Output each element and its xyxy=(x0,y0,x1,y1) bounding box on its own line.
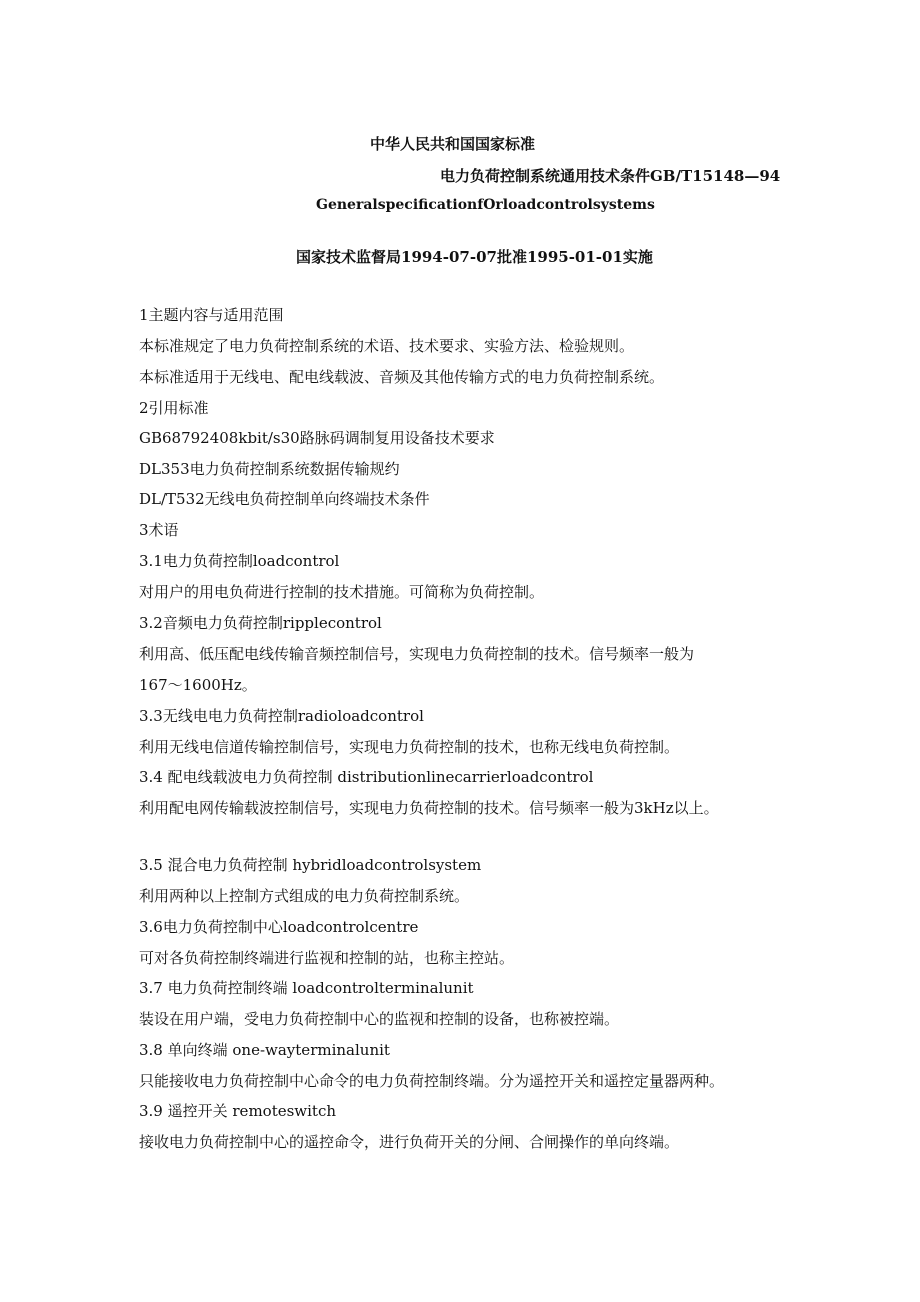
term-heading: 3.8 单向终端 one-wayterminalunit xyxy=(139,1041,390,1059)
term-heading: 3.9 遥控开关 remoteswitch xyxy=(139,1102,337,1120)
paragraph-line: 本标准规定了电力负荷控制系统的术语、技术要求、实验方法、检验规则。 xyxy=(139,337,635,355)
standard-label: 中华人民共和国国家标准 xyxy=(370,135,536,153)
term-heading: 3.3无线电电力负荷控制radioloadcontrol xyxy=(139,707,424,725)
term-definition: 接收电力负荷控制中心的遥控命令，进行负荷开关的分闸、合闸操作的单向终端。 xyxy=(139,1133,680,1151)
issue-info: 国家技术监督局1994-07-07批准1995-01-01实施 xyxy=(296,248,653,266)
term-definition: 167～1600Hz。 xyxy=(139,676,257,694)
term-definition: 对用户的用电负荷进行控制的技术措施。可简称为负荷控制。 xyxy=(139,583,545,601)
reference-line: DL/T532无线电负荷控制单向终端技术条件 xyxy=(139,490,430,508)
term-heading: 3.7 电力负荷控制终端 loadcontrolterminalunit xyxy=(139,979,474,997)
term-definition: 可对各负荷控制终端进行监视和控制的站，也称主控站。 xyxy=(139,949,515,967)
section-heading: 1主题内容与适用范围 xyxy=(139,306,284,324)
term-definition: 装设在用户端，受电力负荷控制中心的监视和控制的设备，也称被控端。 xyxy=(139,1010,620,1028)
term-definition: 利用高、低压配电线传输音频控制信号，实现电力负荷控制的技术。信号频率一般为 xyxy=(139,645,695,663)
section-heading: 3术语 xyxy=(139,521,179,539)
term-definition: 利用配电网传输载波控制信号，实现电力负荷控制的技术。信号频率一般为3kHz以上。 xyxy=(139,799,719,817)
term-heading: 3.6电力负荷控制中心loadcontrolcentre xyxy=(139,918,419,936)
reference-line: DL353电力负荷控制系统数据传输规约 xyxy=(139,460,400,478)
term-definition: 只能接收电力负荷控制中心命令的电力负荷控制终端。分为遥控开关和遥控定量器两种。 xyxy=(139,1072,725,1090)
document-title: 电力负荷控制系统通用技术条件GB/T15148—94 xyxy=(440,167,781,185)
term-definition: 利用无线电信道传输控制信号，实现电力负荷控制的技术，也称无线电负荷控制。 xyxy=(139,738,680,756)
term-heading: 3.4 配电线载波电力负荷控制 distributionlinecarrierloadcontrol xyxy=(139,768,594,786)
term-heading: 3.5 混合电力负荷控制 hybridloadcontrolsystem xyxy=(139,856,482,874)
paragraph-line: 本标准适用于无线电、配电线载波、音频及其他传输方式的电力负荷控制系统。 xyxy=(139,368,665,386)
section-heading: 2引用标准 xyxy=(139,399,209,417)
term-definition: 利用两种以上控制方式组成的电力负荷控制系统。 xyxy=(139,887,470,905)
term-heading: 3.2音频电力负荷控制ripplecontrol xyxy=(139,614,382,632)
document-title-english: GeneralspecificationfOrloadcontrolsystems xyxy=(316,197,655,213)
term-heading: 3.1电力负荷控制loadcontrol xyxy=(139,552,340,570)
reference-line: GB68792408kbit/s30路脉码调制复用设备技术要求 xyxy=(139,429,495,447)
